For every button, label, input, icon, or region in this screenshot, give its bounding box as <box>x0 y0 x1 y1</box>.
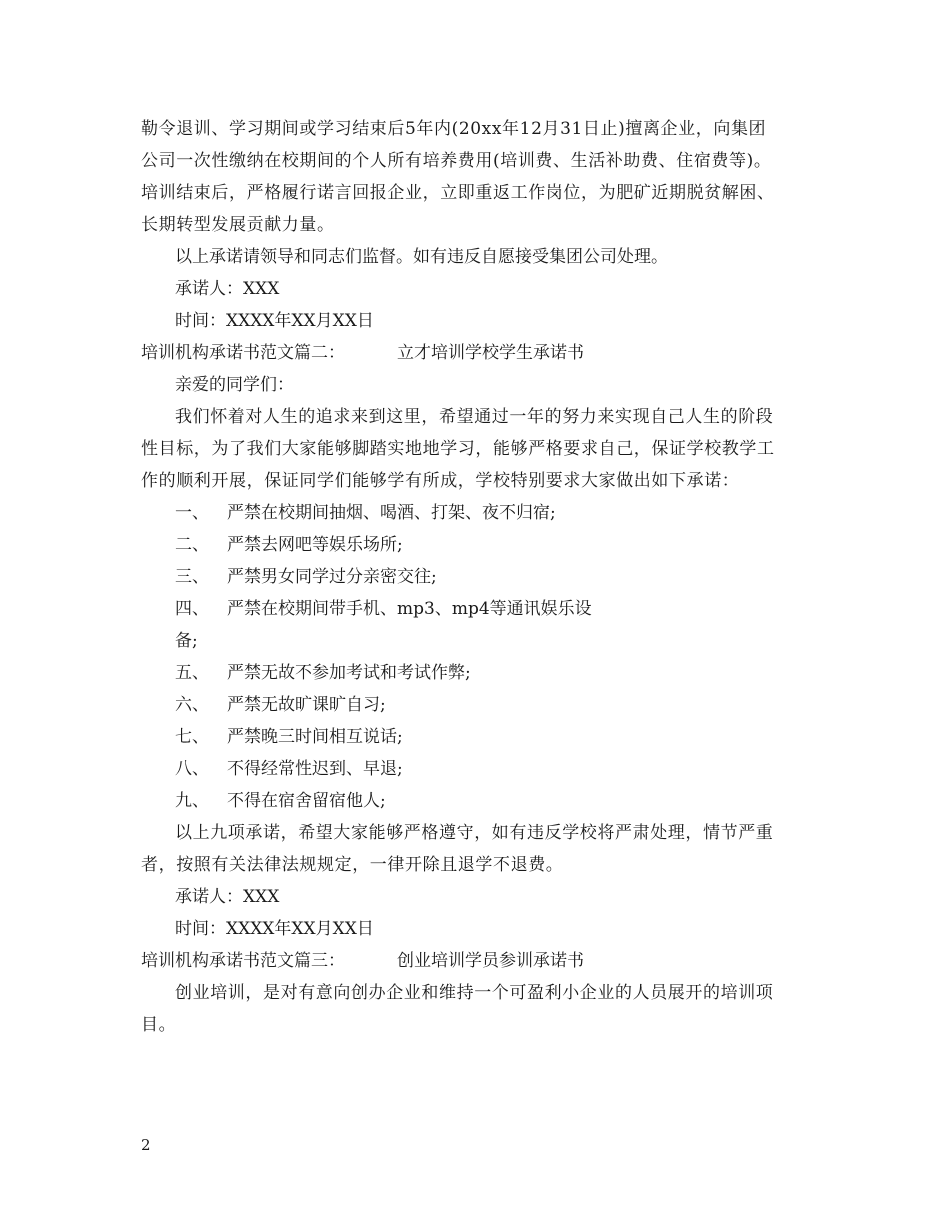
section-heading-2 <box>141 337 821 369</box>
rule-number: 八、 <box>175 759 209 779</box>
para1-line-3: 培训结束后，严格履行诺言回报企业，立即重返工作岗位，为肥矿近期脱贫解困、 <box>141 183 775 203</box>
para1-line-2: 公司一次性缴纳在校期间的个人所有培养费用(培训费、生活补助费、住宿费等)。 <box>141 151 772 171</box>
date-2: 时间：XXXX年XX月XX日 <box>175 919 374 939</box>
para3-line-2: 者，按照有关法律法规规定，一律开除且退学不退费。 <box>141 855 564 875</box>
rule-text: 严禁在校期间抽烟、喝酒、打架、夜不归宿; <box>227 503 556 523</box>
rule-item <box>141 721 821 753</box>
rule-text: 严禁无故旷课旷自习; <box>227 695 386 715</box>
rule-text: 严禁去网吧等娱乐场所; <box>227 535 403 555</box>
rule-item <box>141 561 821 593</box>
rule-number: 九、 <box>175 791 209 811</box>
date-1: 时间：XXXX年XX月XX日 <box>175 311 374 331</box>
rule-text: 严禁无故不参加考试和考试作弊; <box>227 663 471 683</box>
para3-line-1: 以上九项承诺，希望大家能够严格遵守，如有违反学校将严肃处理，情节严重 <box>175 823 774 843</box>
para2-line-2: 性目标，为了我们大家能够脚踏实地地学习，能够严格要求自己，保证学校教学工 <box>141 439 775 459</box>
para4-line-2: 目。 <box>141 1015 177 1035</box>
rule-item <box>141 689 821 721</box>
para2-line-1: 我们怀着对人生的追求来到这里，希望通过一年的努力来实现自己人生的阶段 <box>175 407 774 427</box>
para2-line-3: 作的顺利开展，保证同学们能够学有所成，学校特别要求大家做出如下承诺： <box>141 471 740 491</box>
rule-number: 五、 <box>175 663 209 683</box>
rule-number: 四、 <box>175 599 209 619</box>
rule-number: 七、 <box>175 727 209 747</box>
rule-text: 备; <box>175 631 198 651</box>
rule-text: 不得在宿舍留宿他人; <box>227 791 386 811</box>
rule-number: 二、 <box>175 535 209 555</box>
section-heading-3 <box>141 945 821 977</box>
rule-text: 严禁晚三时间相互说话; <box>227 727 403 747</box>
heading-3-right: 创业培训学员参训承诺书 <box>397 951 584 971</box>
page-number: 2 <box>141 1136 151 1154</box>
rule-item <box>141 497 821 529</box>
promiser-2: 承诺人：XXX <box>175 887 280 907</box>
supervise-text: 以上承诺请领导和同志们监督。如有违反自愿接受集团公司处理。 <box>175 247 668 267</box>
rule-text: 严禁在校期间带手机、mp3、mp4等通讯娱乐设 <box>227 599 592 619</box>
heading-3-left: 培训机构承诺书范文篇三： <box>141 951 345 971</box>
rule-text: 不得经常性迟到、早退; <box>227 759 403 779</box>
rule-item <box>141 785 821 817</box>
promiser-1: 承诺人：XXX <box>175 279 280 299</box>
document-body <box>141 113 821 1041</box>
rule-number: 六、 <box>175 695 209 715</box>
rule-item <box>141 753 821 785</box>
para4-line-1: 创业培训，是对有意向创办企业和维持一个可盈利小企业的人员展开的培训项 <box>175 983 774 1003</box>
rule-item <box>141 593 821 625</box>
para1-line-4: 长期转型发展贡献力量。 <box>141 215 335 235</box>
rule-item <box>141 529 821 561</box>
greeting: 亲爱的同学们： <box>175 375 294 395</box>
rule-item-continuation <box>141 625 821 657</box>
heading-2-left: 培训机构承诺书范文篇二： <box>141 343 345 363</box>
rule-number: 三、 <box>175 567 209 587</box>
rule-number: 一、 <box>175 503 209 523</box>
heading-2-right: 立才培训学校学生承诺书 <box>397 343 584 363</box>
rule-text: 严禁男女同学过分亲密交往; <box>227 567 437 587</box>
rule-item <box>141 657 821 689</box>
para1-line-1: 勒令退训、学习期间或学习结束后5年内(20xx年12月31日止)擅离企业，向集团 <box>141 119 767 139</box>
